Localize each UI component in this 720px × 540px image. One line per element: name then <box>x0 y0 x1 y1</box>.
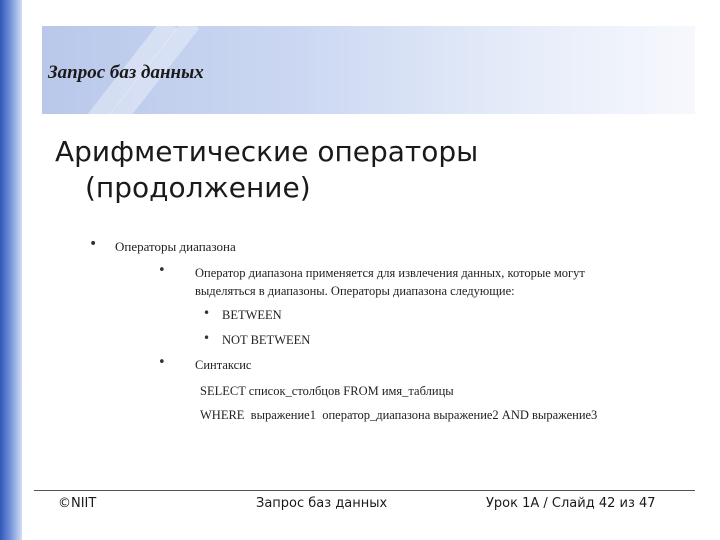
bullet-icon: • <box>203 306 211 320</box>
bullet-icon: • <box>158 355 166 370</box>
sub-item-between: BETWEEN <box>222 308 282 322</box>
slide-title <box>55 134 675 206</box>
item1-line1: Оператор диапазона применяется для извлечения данных, которые могут <box>195 266 585 280</box>
footer-divider <box>34 490 695 491</box>
footer-course: Запрос баз данных <box>256 496 388 511</box>
header-title: Запрос баз данных <box>48 62 204 83</box>
bullet-icon: • <box>158 263 166 278</box>
footer-copyright: ©NIIT <box>58 496 97 511</box>
syntax-line1: SELECT список_столбцов FROM имя_таблицы <box>200 384 454 398</box>
slide-title-line1: Арифметические операторы <box>55 135 479 168</box>
syntax-line2: WHERE выражение1 оператор_диапазона выражение2 AND выражение3 <box>200 408 598 422</box>
left-accent-bar <box>0 0 22 540</box>
level1-text: Операторы диапазона <box>115 239 236 254</box>
bullet-icon: • <box>203 331 211 345</box>
item2-text: Синтаксис <box>195 358 252 372</box>
slide-title-line2: (продолжение) <box>85 171 311 204</box>
item1-line2: выделяться в диапазоны. Операторы диапазона следующие: <box>195 284 515 298</box>
sub-item-not-between: NOT BETWEEN <box>222 333 311 347</box>
footer-slide-number: Урок 1A / Слайд 42 из 47 <box>486 496 656 511</box>
bullet-icon: • <box>89 236 98 252</box>
